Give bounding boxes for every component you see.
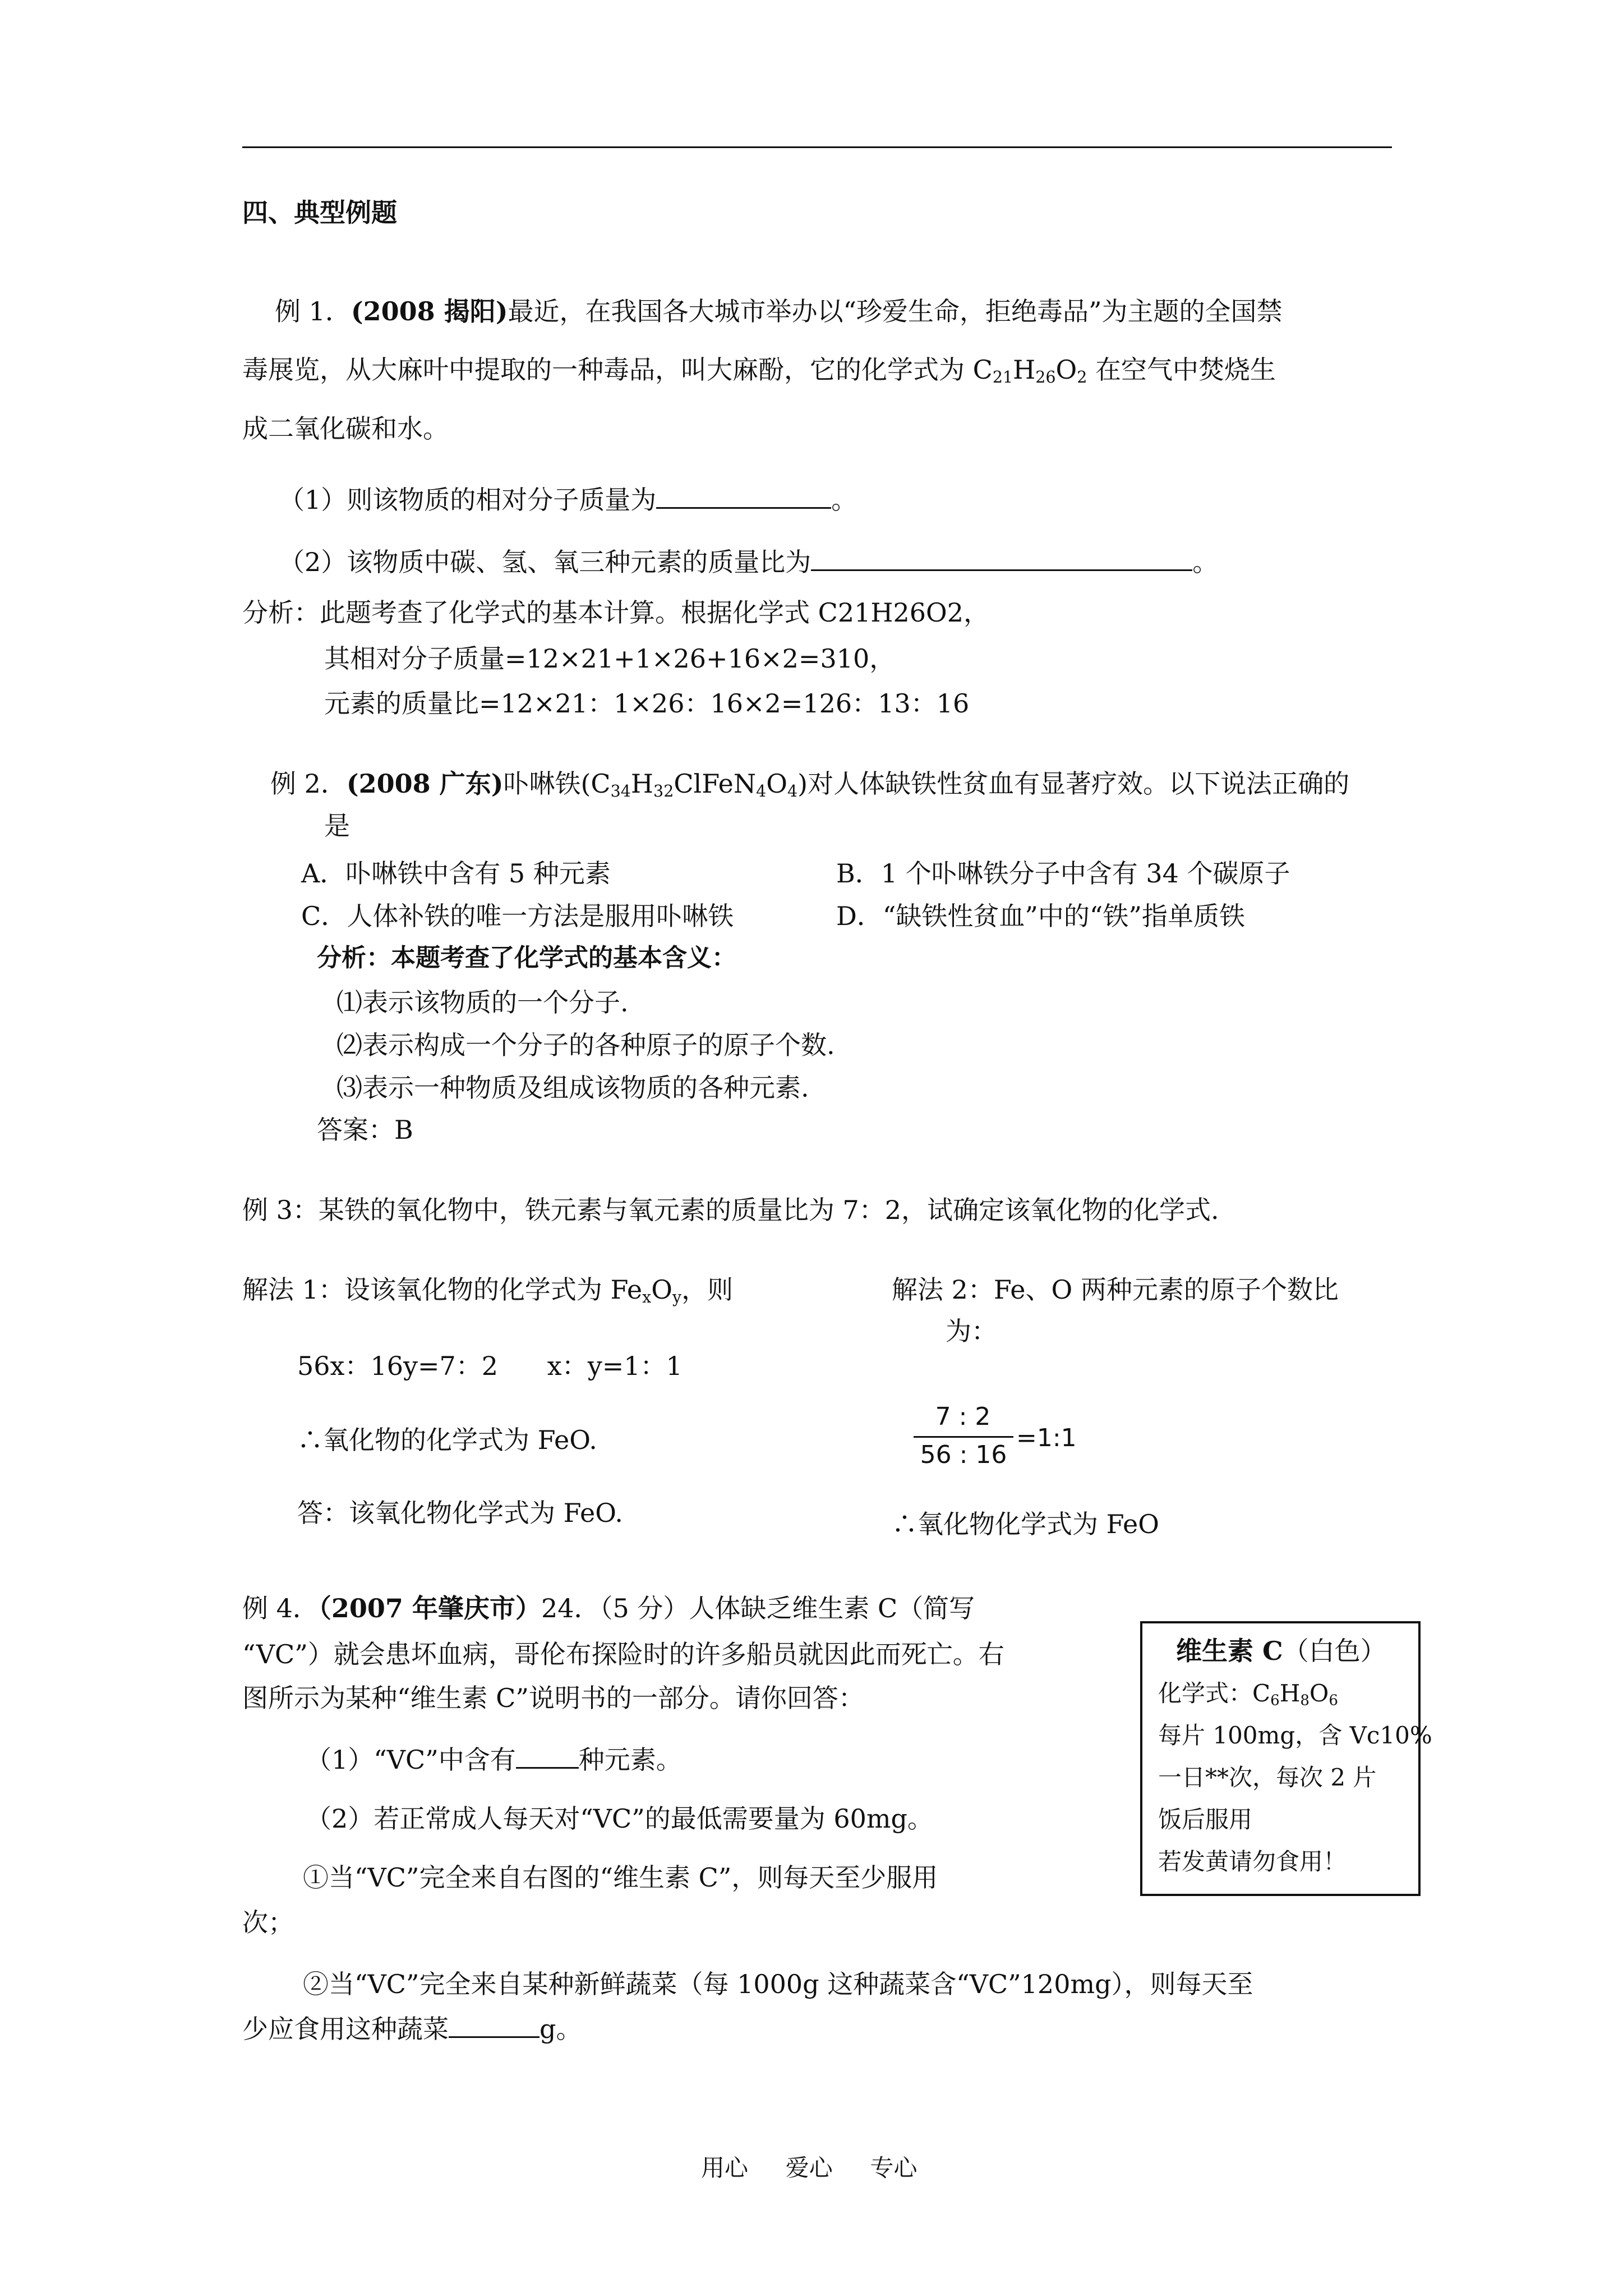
label-box-o: O	[1309, 1680, 1329, 1707]
label-box-dose: 每片 100mg，含 Vc10%	[1158, 1722, 1432, 1749]
ex2-source: (2008 广东)	[346, 769, 504, 799]
ex1-sub: 2	[1077, 368, 1087, 387]
ratio-fraction	[907, 1402, 1077, 1475]
ex3-m1-title-text: 解法 1：设该氧化物的化学式为 Fe	[242, 1274, 643, 1305]
ex4-question-1	[306, 1745, 682, 1775]
ex2-sub: 32	[653, 782, 674, 801]
ex1-label: 例 1．	[275, 296, 351, 326]
fraction-numerator: 7 : 2	[935, 1402, 991, 1431]
ex1-text-a: 最近，在我国各大城市举办以“珍爱生命，拒绝毒品”为主题的全国禁	[508, 296, 1283, 326]
page-footer: 用心 爱心 专心	[701, 2154, 917, 2182]
ex4-source: （2007 年肇庆市）	[318, 1593, 541, 1623]
ex1-sub: 26	[1035, 368, 1056, 387]
ex3-question: 例 3：某铁的氧化物中，铁元素与氧元素的质量比为 7：2，试确定该氧化物的化学式.	[242, 1195, 1219, 1225]
ex4-question-2: （2）若正常成人每天对“VC”的最低需要量为 60mg。	[306, 1803, 933, 1834]
label-box-warning: 若发黄请勿食用！	[1158, 1848, 1347, 1875]
ex2-option-d: D．“缺铁性贫血”中的“铁”指单质铁	[836, 901, 1245, 931]
ex1-sub: 21	[992, 368, 1013, 387]
ex2-option-b: B．1 个卟啉铁分子中含有 34 个碳原子	[836, 858, 1290, 889]
ex2-line-1	[270, 769, 1349, 799]
ex4-line-2: “VC”）就会患坏血病，哥伦布探险时的许多船员就因此而死亡。右	[242, 1639, 1004, 1669]
ex2-o: O	[766, 769, 788, 799]
ex3-method1-line3: 答：该氧化物化学式为 FeO.	[297, 1498, 623, 1528]
ex3-method2-result: ∴氧化物化学式为 FeO	[892, 1509, 1159, 1539]
ex2-line-2: 是	[324, 811, 350, 841]
ex1-question-1	[279, 485, 857, 516]
ex1-q1-end: 。	[831, 485, 857, 515]
answer-blank[interactable]	[656, 485, 831, 509]
ex4-label: 例 4．	[242, 1593, 319, 1623]
ex1-q1-text: （1）则该物质的相对分子质量为	[279, 485, 657, 515]
answer-blank[interactable]	[811, 547, 1192, 571]
ex1-line-1	[275, 296, 1283, 327]
ex4-text-a: 24．（5 分）人体缺乏维生素 C（简写	[541, 1593, 975, 1623]
ex3-o: O	[651, 1274, 672, 1305]
fraction-result: =1:1	[1016, 1424, 1077, 1452]
ex2-sub: 4	[756, 782, 767, 801]
label-box-sub: 6	[1329, 1692, 1338, 1709]
ex1-analysis-1: 分析：此题考查了化学式的基本计算。根据化学式 C21H26O2，	[242, 597, 989, 628]
ex1-analysis-2: 其相对分子质量=12×21+1×26+16×2=310，	[324, 643, 896, 674]
ex4-question-2-2: ②当“VC”完全来自某种新鲜蔬菜（每 1000g 这种蔬菜含“VC”120mg），则每天至	[303, 1969, 1253, 1999]
ex2-h: H	[630, 769, 654, 799]
ex1-o: O	[1055, 355, 1077, 385]
ex2-analysis-3: ⑶表示一种物质及组成该物质的各种元素.	[336, 1073, 809, 1103]
ex1-text-b: 毒展览，从大麻叶中提取的一种毒品，叫大麻酚，它的化学式为 C	[242, 355, 993, 385]
ex3-sub: y	[672, 1288, 682, 1307]
label-box-frequency: 一日**次，每次 2 片	[1158, 1764, 1377, 1791]
ex2-sub: 4	[787, 782, 798, 801]
ex1-analysis-3: 元素的质量比=12×21：1×26：16×2=126：13：16	[324, 688, 970, 719]
ex1-text-b-end: 在空气中焚烧生	[1087, 355, 1276, 385]
ex2-option-a: A．卟啉铁中含有 5 种元素	[301, 858, 611, 889]
ex4-question-2-1: ①当“VC”完全来自右图的“维生素 C”，则每天至少服用	[303, 1862, 938, 1893]
ex4-q1-text: （1）“VC”中含有	[306, 1745, 516, 1775]
fraction-bar	[914, 1436, 1013, 1438]
vitamin-c-label-box	[1140, 1621, 1432, 1896]
label-box-title-suffix: （白色）	[1283, 1636, 1386, 1666]
label-box-formula-text: 化学式：C	[1158, 1680, 1271, 1707]
ex4-q1-end: 种元素。	[578, 1745, 682, 1775]
ex1-h: H	[1013, 355, 1036, 385]
label-box-h: H	[1279, 1680, 1301, 1707]
ex3-method2-title: 解法 2：Fe、O 两种元素的原子个数比	[892, 1274, 1339, 1305]
ex2-sub: 34	[610, 782, 631, 801]
ex4-q22-unit: g。	[540, 2014, 582, 2044]
label-box-sub: 6	[1270, 1692, 1280, 1709]
ex2-label: 例 2．	[270, 769, 347, 799]
section-title: 四、典型例题	[242, 197, 397, 228]
ex1-q2-end: 。	[1192, 547, 1219, 577]
ex1-q2-text: （2）该物质中碳、氢、氧三种元素的质量比为	[279, 547, 811, 577]
label-box-title-text: 维生素 C	[1176, 1636, 1283, 1666]
ex2-answer: 答案：B	[317, 1115, 413, 1145]
ex4-question-2-1-end: 次；	[242, 1907, 294, 1938]
ex2-analysis-2: ⑵表示构成一个分子的各种原子的原子个数.	[336, 1030, 835, 1060]
ex2-analysis-1: ⑴表示该物质的一个分子.	[336, 987, 629, 1018]
label-box-title	[1176, 1636, 1386, 1667]
label-box-sub: 8	[1300, 1692, 1310, 1709]
answer-blank[interactable]	[516, 1745, 579, 1769]
ex4-question-2-2-end	[242, 2014, 582, 2045]
ex2-text-rest: )对人体缺铁性贫血有显著疗效。以下说法正确的	[797, 769, 1350, 799]
ex3-sub: x	[642, 1288, 652, 1307]
ex3-method1-line2: ∴氧化物的化学式为 FeO.	[297, 1425, 597, 1455]
ex3-m1-title-end: ，则	[681, 1274, 734, 1305]
ex1-source: (2008 揭阳)	[351, 296, 508, 326]
ex3-method1-title	[242, 1274, 733, 1305]
label-box-usage: 饭后服用	[1158, 1806, 1253, 1833]
fraction-denominator: 56 : 16	[920, 1441, 1007, 1469]
ex3-method2-title-2: 为：	[946, 1316, 997, 1346]
ex3-method1-line1: 56x：16y=7：2 x：y=1：1	[297, 1351, 683, 1381]
ex2-option-c: C．人体补铁的唯一方法是服用卟啉铁	[301, 901, 734, 931]
header-rule	[242, 146, 1392, 148]
ex2-mid: ClFeN	[674, 769, 757, 799]
ex2-analysis-title: 分析：本题考查了化学式的基本含义：	[317, 944, 736, 972]
answer-blank[interactable]	[449, 2014, 540, 2038]
ex1-line-3: 成二氧化碳和水。	[242, 413, 449, 444]
ex1-question-2	[279, 547, 1218, 578]
ex4-line-3: 图所示为某种“维生素 C”说明书的一部分。请你回答：	[242, 1683, 864, 1713]
label-box-formula	[1158, 1680, 1338, 1708]
ex1-line-2	[242, 355, 1276, 385]
ex4-q22-text: 少应食用这种蔬菜	[242, 2014, 449, 2044]
ex2-formula-a: 卟啉铁(C	[503, 769, 611, 799]
ex4-line-1	[242, 1593, 975, 1624]
